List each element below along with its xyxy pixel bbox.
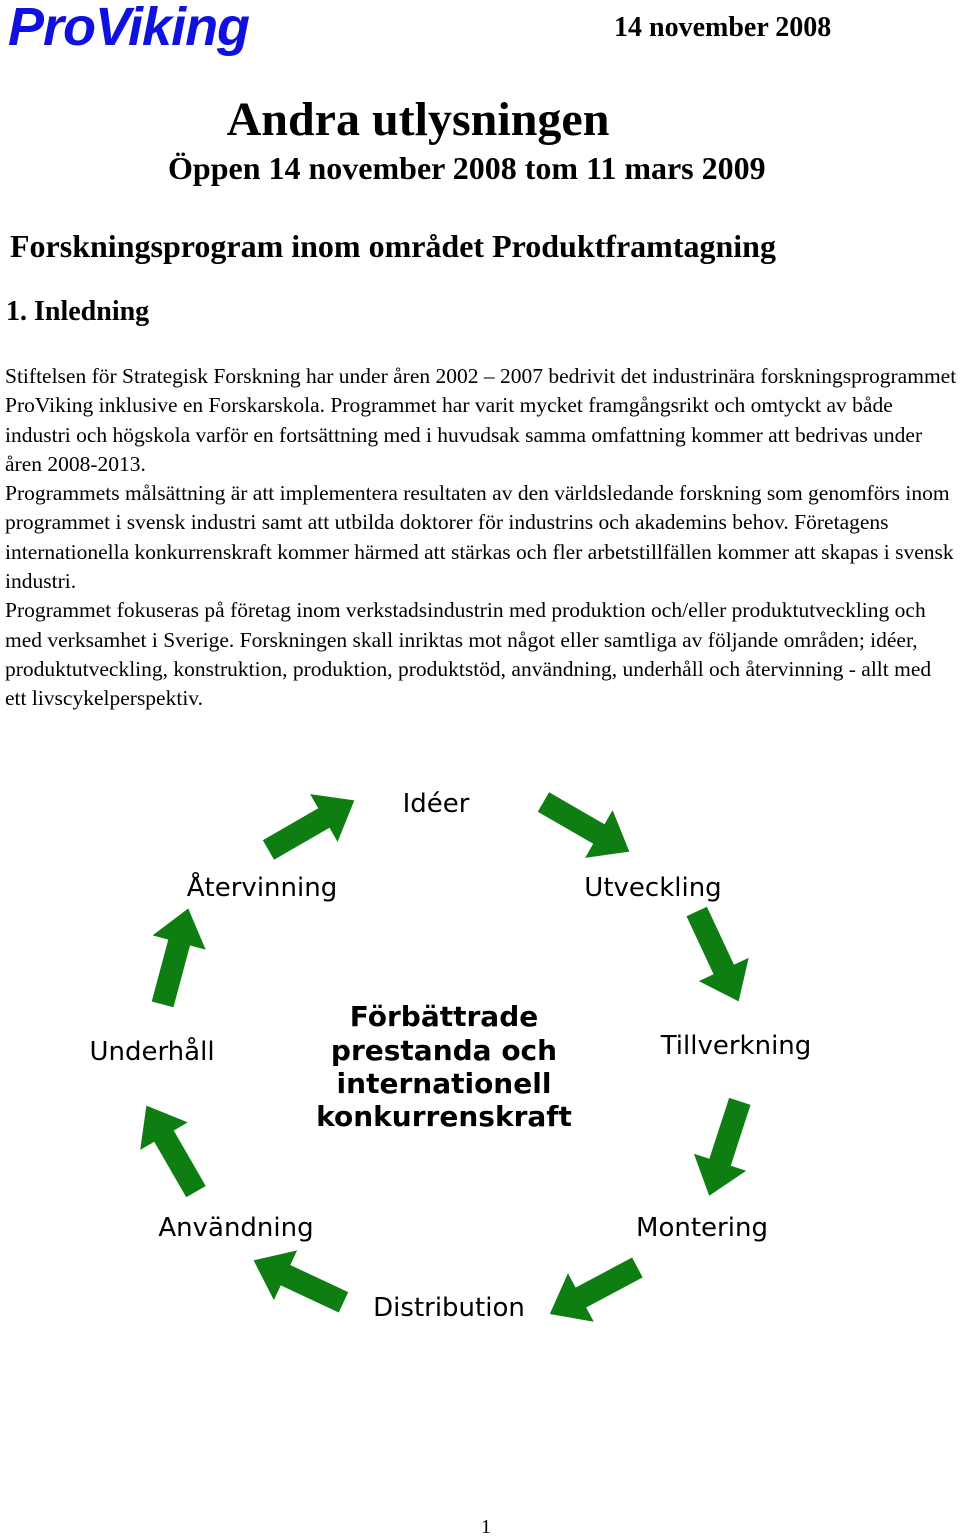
- lifecycle-diagram: [0, 760, 960, 1380]
- arrow-montering-to-distribution: [537, 1243, 650, 1338]
- center-label-line: internationell: [336, 1067, 552, 1100]
- label-anvandning: Användning: [158, 1213, 314, 1243]
- paragraph: Programmet fokuseras på företag inom verkstadsindustrin med produktion och/eller produktutveckling och med verksamhet i Sverige. Forskningen skall inriktas mot något eller samtliga av följande områden; idéer, produktutveckling, konstruktion, produktion, produktstöd, användning, underhåll och återvinning - allt med ett livscykelperspektiv.: [5, 598, 932, 711]
- page-number: 1: [481, 1516, 491, 1538]
- section-body: [5, 362, 957, 714]
- arrow-utveckling-to-tillverkning: [672, 900, 764, 1013]
- label-distribution: Distribution: [373, 1293, 525, 1323]
- center-label-line: Förbättrade: [349, 1000, 539, 1033]
- label-montering: Montering: [636, 1213, 768, 1243]
- section-heading: 1. Inledning: [6, 296, 150, 327]
- label-tillverkning: Tillverkning: [660, 1031, 812, 1061]
- document-date: 14 november 2008: [614, 12, 832, 43]
- arrow-distribution-to-anvandning: [242, 1235, 355, 1327]
- program-heading: Forskningsprogram inom området Produktframtagning: [10, 228, 776, 264]
- logo: ProViking: [8, 0, 250, 57]
- label-atervinning: Återvinning: [186, 873, 338, 903]
- paragraph: Stiftelsen för Strategisk Forskning har under åren 2002 – 2007 bedrivit det industrinära forskningsprogrammet ProViking inklusive en Forskarskola. Programmet har varit mycket framgångsrikt och omtyckt av både industri och högskola varför en fortsättning med i huvudsak samma omfattning kommer att bedrivas under åren 2008-2013.: [5, 364, 957, 476]
- arrow-tillverkning-to-montering: [683, 1093, 766, 1204]
- center-label-line: prestanda och: [330, 1034, 558, 1067]
- arrow-underhall-to-atervinning: [136, 901, 215, 1011]
- document-title: Andra utlysningen: [226, 93, 610, 146]
- arrow-atervinning-to-ideer: [255, 777, 368, 874]
- arrow-ideer-to-utveckling: [530, 778, 643, 875]
- arrow-anvandning-to-underhall: [123, 1092, 220, 1205]
- label-utveckling: Utveckling: [584, 873, 722, 903]
- center-label-line: konkurrenskraft: [316, 1100, 572, 1133]
- document-subtitle: Öppen 14 november 2008 tom 11 mars 2009: [168, 150, 766, 186]
- label-underhall: Underhåll: [89, 1037, 215, 1067]
- paragraph: Programmets målsättning är att implementera resultaten av den världsledande forskning som genomförs inom programmet i svensk industri samt att utbilda doktorer för industrins och akademins behov. Företagens internationella konkurrenskraft kommer härmed att stärkas och fler arbetstillfällen kommer att skapas i svensk industri.: [5, 481, 954, 594]
- label-ideer: Idéer: [402, 789, 470, 819]
